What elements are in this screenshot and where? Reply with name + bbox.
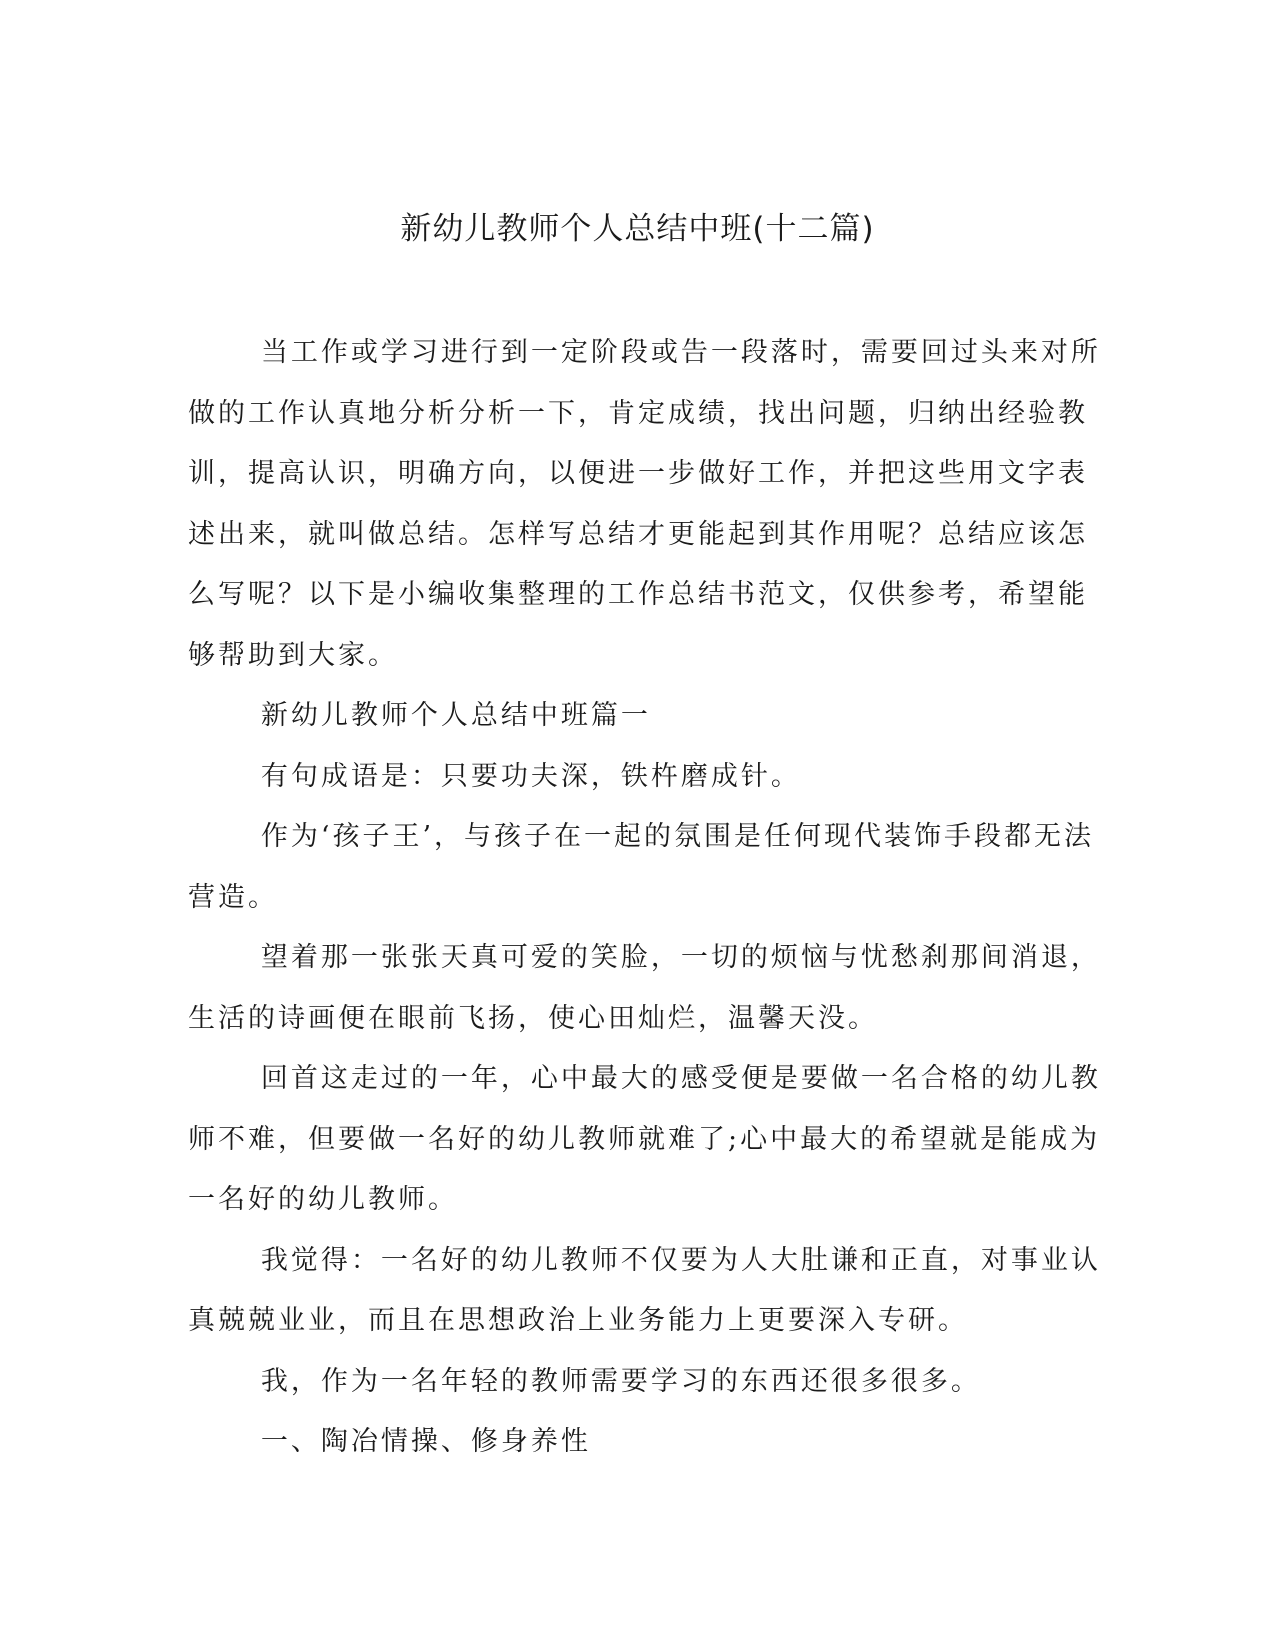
text-line: 一名好的幼儿教师。: [188, 1184, 458, 1215]
text-line: 新幼儿教师个人总结中班篇一: [260, 700, 651, 731]
text-line: 生活的诗画便在眼前飞扬，使心田灿烂，温馨天没。: [188, 1002, 878, 1034]
text-line: 述出来，就叫做总结。怎样写总结才更能起到其作用呢？总结应该怎: [188, 518, 1088, 550]
paragraph: [188, 928, 1101, 1049]
paragraph: [188, 1231, 1101, 1352]
text-line: 做的工作认真地分析分析一下，肯定成绩，找出问题，归纳出经验教: [188, 397, 1088, 429]
text-line: 我，作为一名年轻的教师需要学习的东西还很多很多。: [260, 1365, 981, 1397]
paragraph: [188, 1049, 1101, 1231]
text-line: 师不难，但要做一名好的幼儿教师就难了;心中最大的希望就是能成为: [188, 1123, 1101, 1155]
document-body: [188, 323, 1101, 1473]
text-line: 真兢兢业业，而且在思想政治上业务能力上更要深入专研。: [188, 1305, 968, 1336]
text-line: 当工作或学习进行到一定阶段或告一段落时，需要回过头来对所: [260, 337, 1101, 368]
text-line: 望着那一张张天真可爱的笑脸，一切的烦恼与忧愁刹那间消退，: [260, 942, 1101, 973]
text-line: 我觉得：一名好的幼儿教师不仅要为人大肚谦和正直，对事业认: [260, 1244, 1101, 1276]
text-line: 作为‘孩子王’，与孩子在一起的氛围是任何现代装饰手段都无法: [260, 821, 1095, 852]
paragraph: [188, 807, 1095, 928]
paragraph: [188, 747, 1088, 808]
paragraph: [188, 1352, 1088, 1413]
section-heading: [188, 686, 1088, 747]
text-line: 么写呢？以下是小编收集整理的工作总结书范文，仅供参考，希望能: [188, 579, 1088, 610]
text-line: 一、陶冶情操、修身养性: [260, 1426, 591, 1457]
text-line: 回首这走过的一年，心中最大的感受便是要做一名合格的幼儿教: [260, 1063, 1101, 1094]
text-line: 训，提高认识，明确方向，以便进一步做好工作，并把这些用文字表: [188, 458, 1088, 489]
text-line: 营造。: [188, 881, 278, 913]
text-line: 有句成语是：只要功夫深，铁杵磨成针。: [260, 760, 801, 792]
paragraph-intro: [188, 323, 1101, 686]
subsection-heading: [188, 1412, 1088, 1473]
document-title: 新幼儿教师个人总结中班(十二篇): [400, 211, 875, 247]
text-line: 够帮助到大家。: [188, 639, 398, 671]
